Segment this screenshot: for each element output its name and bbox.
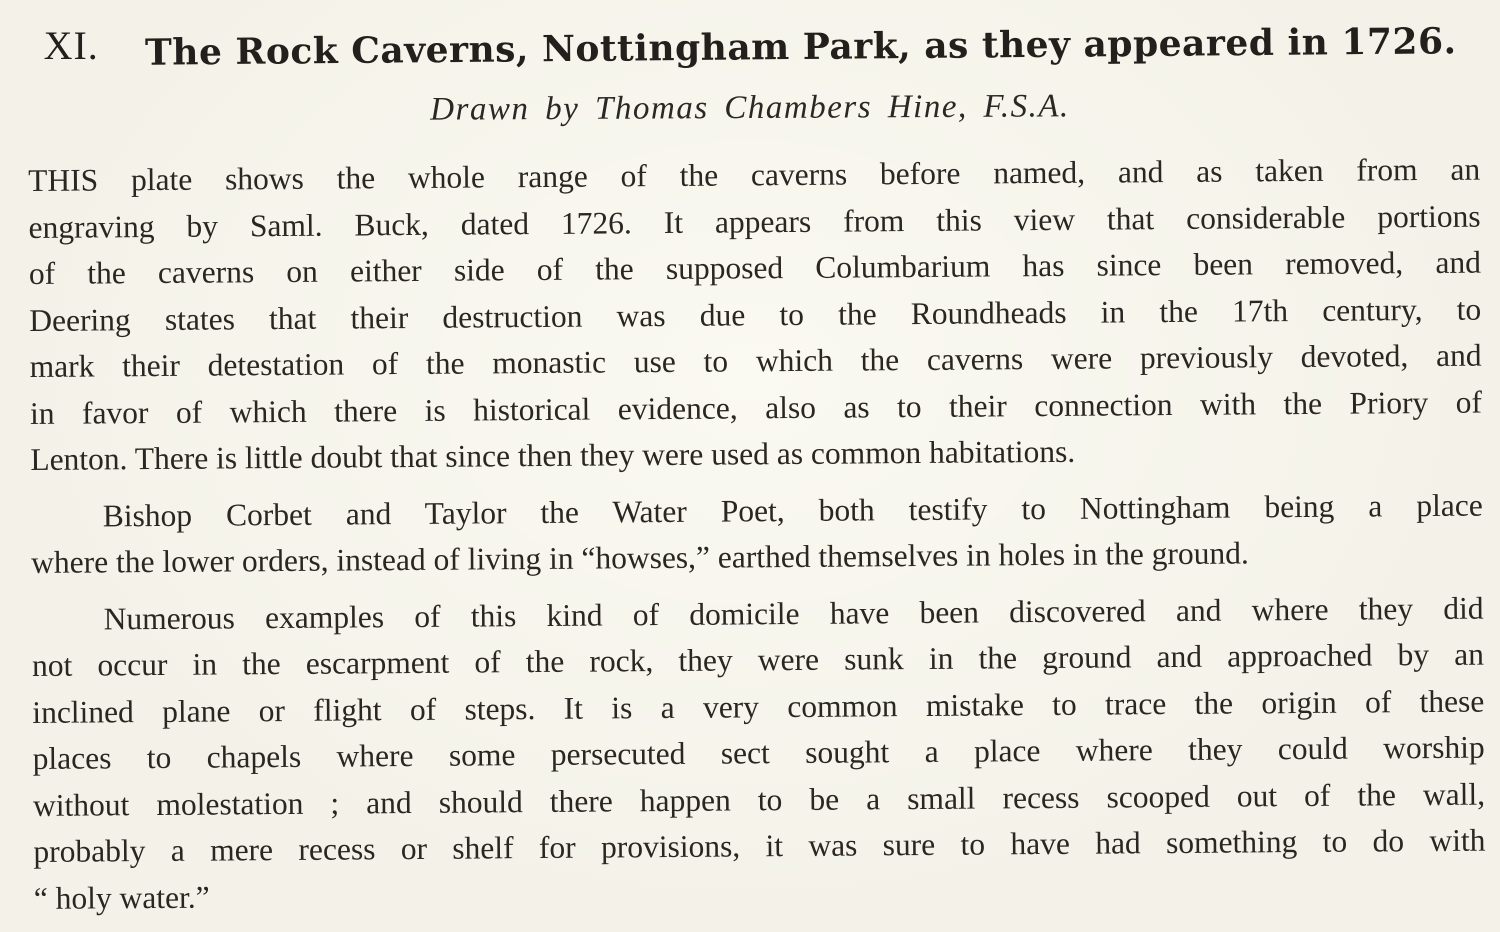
text-line: without molestation ; and should there happen to be a small recess scooped out of the wall, [32,776,1486,823]
text-line: Bishop Corbet and Taylor the Water Poet, both testify to Nottingham being a place [102,487,1483,533]
plate-title [0,20,1500,74]
text-line: inclined plane or flight of steps. It is a very common mistake to trace the origin of these [32,683,1485,730]
text-line: Lenton. There is little doubt that since then they were used as common habitations. [30,433,1076,477]
plate-heading: The Rock Caverns, Nottingham Park, as they appeared in 1726. [144,20,1457,74]
body-text [28,147,1486,922]
text-line: mark their detestation of the monastic use to which the caverns were previously devoted, and [29,337,1482,384]
text-line: probably a mere recess or shelf for provisions, it was sure to have had something to do with [33,822,1486,869]
text-line: not occur in the escarpment of the rock, they were sunk in the ground and approached by an [31,636,1485,683]
text-line: of the caverns on either side of the supposed Columbarium has since been removed, and [28,244,1481,291]
text-line: places to chapels where some persecuted sect sought a place where they could worship [32,729,1485,776]
plate-number: XI. [43,23,99,68]
text-line: Deering states that their destruction was due to the Roundheads in the 17th century, to [29,291,1482,338]
text-line: engraving by Saml. Buck, dated 1726. It appears from this view that considerable portions [28,198,1481,245]
text-line: in favor of which there is historical evidence, also as to their connection with the Priory of [29,384,1483,431]
text-line: Numerous examples of this kind of domicile have been discovered and where they did [103,590,1484,636]
text-line: THIS plate shows the whole range of the caverns before named, and as taken from an [28,151,1481,198]
plate-credit: Drawn by Thomas Chambers Hine, F.S.A. [430,88,1070,128]
text-line: where the lower orders, instead of living in “howses,” earthed themselves in holes in the ground. [31,535,1249,580]
text-line: “ holy water.” [33,879,210,916]
